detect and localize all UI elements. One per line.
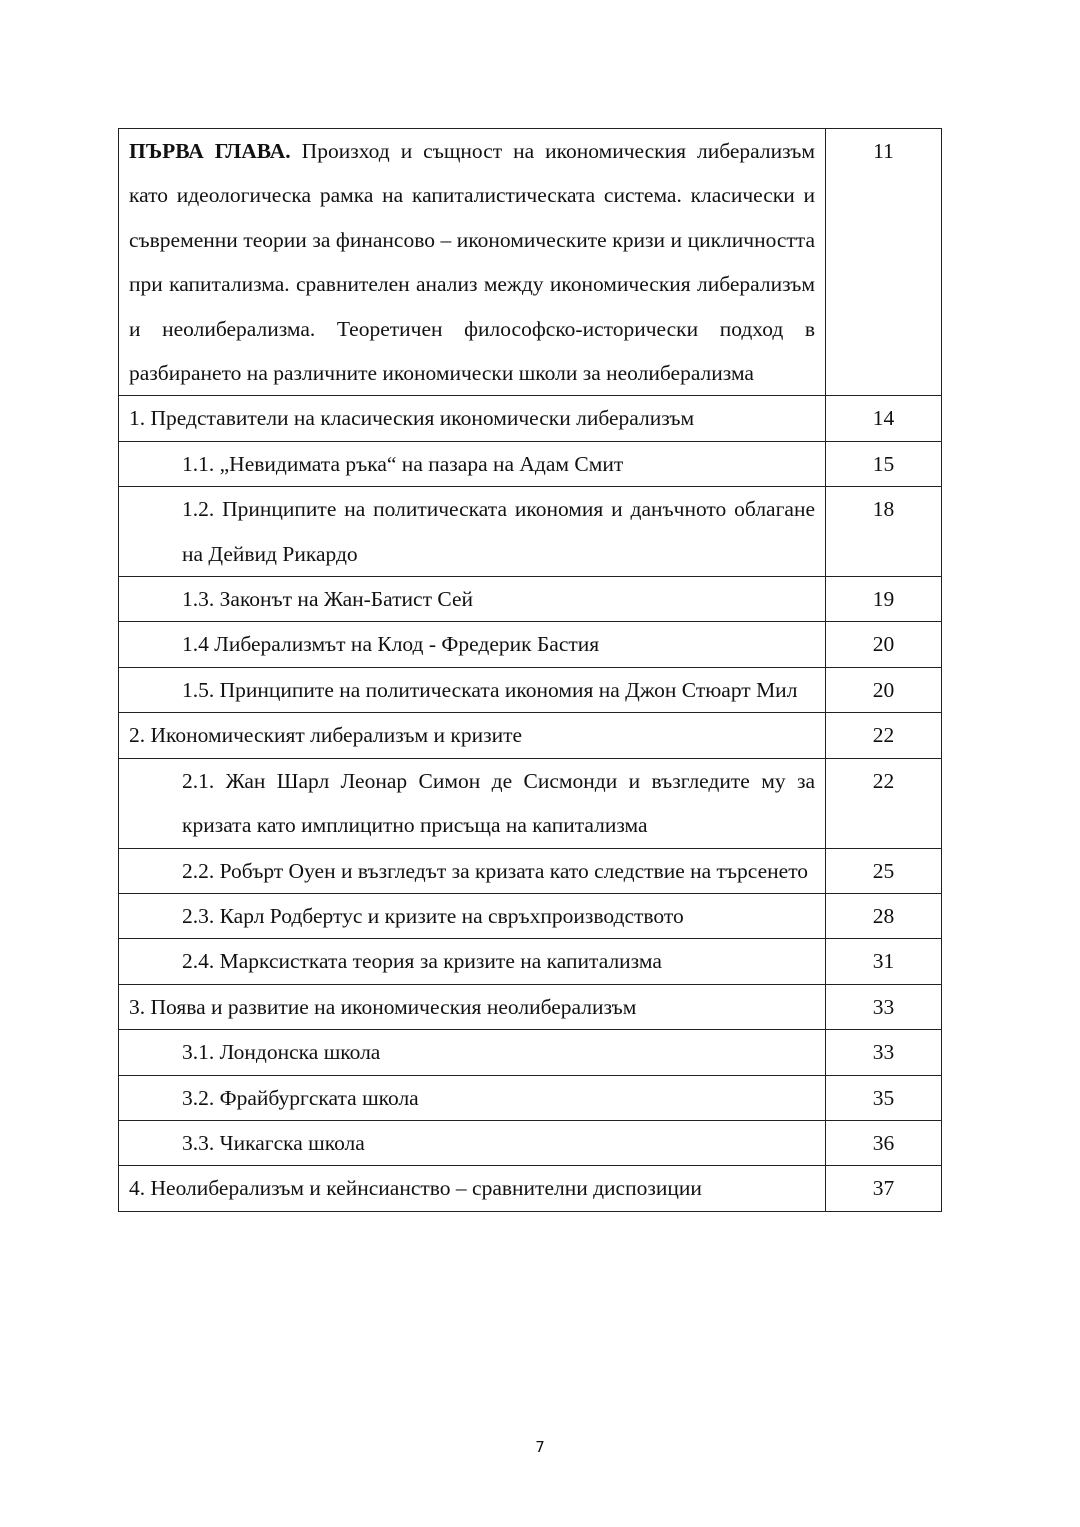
- toc-row: [119, 396, 942, 441]
- toc-row: [119, 848, 942, 893]
- toc-page-number: 15: [826, 441, 942, 486]
- toc-chapter-title: [119, 129, 826, 396]
- toc-entry-title: 1.1. „Невидимата ръка“ на пазара на Адам Смит: [119, 441, 826, 486]
- toc-page-number: 35: [826, 1075, 942, 1120]
- toc-row: [119, 1166, 942, 1211]
- toc-row: [119, 622, 942, 667]
- toc-row: [119, 939, 942, 984]
- chapter-heading: ПЪРВА ГЛАВА.: [129, 139, 291, 163]
- toc-row: [119, 1030, 942, 1075]
- toc-row: [119, 1075, 942, 1120]
- toc-row: [119, 758, 942, 848]
- toc-row: [119, 984, 942, 1029]
- toc-entry-title: 3. Поява и развитие на икономическия неолиберализъм: [119, 984, 826, 1029]
- toc-entry-title: 3.1. Лондонска школа: [119, 1030, 826, 1075]
- toc-entry-title: 1. Представители на класическия икономически либерализъм: [119, 396, 826, 441]
- toc-page-number: 22: [826, 758, 942, 848]
- toc-row: [119, 441, 942, 486]
- toc-page-number: 25: [826, 848, 942, 893]
- toc-page-number: 14: [826, 396, 942, 441]
- toc-entry-title: 2. Икономическият либерализъм и кризите: [119, 713, 826, 758]
- toc-entry-title: 1.2. Принципите на политическата икономия и данъчното облагане на Дейвид Рикардо: [119, 487, 826, 577]
- toc-entry-title: 2.2. Робърт Оуен и възгледът за кризата като следствие на търсенето: [119, 848, 826, 893]
- toc-page-number: 20: [826, 667, 942, 712]
- toc-entry-title: 2.4. Марксистката теория за кризите на капитализма: [119, 939, 826, 984]
- toc-row: [119, 577, 942, 622]
- toc-entry-title: 1.5. Принципите на политическата икономия на Джон Стюарт Мил: [119, 667, 826, 712]
- toc-entry-title: 3.3. Чикагска школа: [119, 1120, 826, 1165]
- toc-page-number: 22: [826, 713, 942, 758]
- toc-entry-title: 2.1. Жан Шарл Леонар Симон де Сисмонди и възгледите му за кризата като имплицитно присъща на капитализма: [119, 758, 826, 848]
- page-number: 7: [535, 1438, 545, 1456]
- toc-entry-title: 2.3. Карл Родбертус и кризите на свръхпроизводството: [119, 893, 826, 938]
- toc-page-number: 11: [826, 129, 942, 396]
- toc-row: [119, 713, 942, 758]
- toc-row: [119, 893, 942, 938]
- toc-row: [119, 487, 942, 577]
- toc-page-number: 18: [826, 487, 942, 577]
- toc-entry-title: 1.4 Либерализмът на Клод - Фредерик Бастия: [119, 622, 826, 667]
- toc-entry-title: 4. Неолиберализъм и кейнсианство – сравнителни диспозиции: [119, 1166, 826, 1211]
- toc-page-number: 28: [826, 893, 942, 938]
- toc-page-number: 33: [826, 984, 942, 1029]
- toc-row-chapter: [119, 129, 942, 396]
- toc-page-number: 19: [826, 577, 942, 622]
- table-of-contents: [118, 128, 942, 1212]
- toc-page-number: 37: [826, 1166, 942, 1211]
- toc-row: [119, 667, 942, 712]
- toc-page-number: 31: [826, 939, 942, 984]
- toc-entry-title: 3.2. Фрайбургската школа: [119, 1075, 826, 1120]
- toc-page-number: 20: [826, 622, 942, 667]
- toc-row: [119, 1120, 942, 1165]
- toc-page-number: 36: [826, 1120, 942, 1165]
- chapter-title-text: Произход и същност на икономическия либерализъм като идеологическа рамка на капиталистическата система. класически и съвременни теории за финансово – икономическите кризи и цикличността при капитализма. сравнителен анализ между икономическия либерализъм и неолиберализма. Теоретичен философско-исторически подход в разбирането на различните икономически школи за неолиберализма: [129, 139, 815, 386]
- toc-page-number: 33: [826, 1030, 942, 1075]
- toc-entry-title: 1.3. Законът на Жан-Батист Сей: [119, 577, 826, 622]
